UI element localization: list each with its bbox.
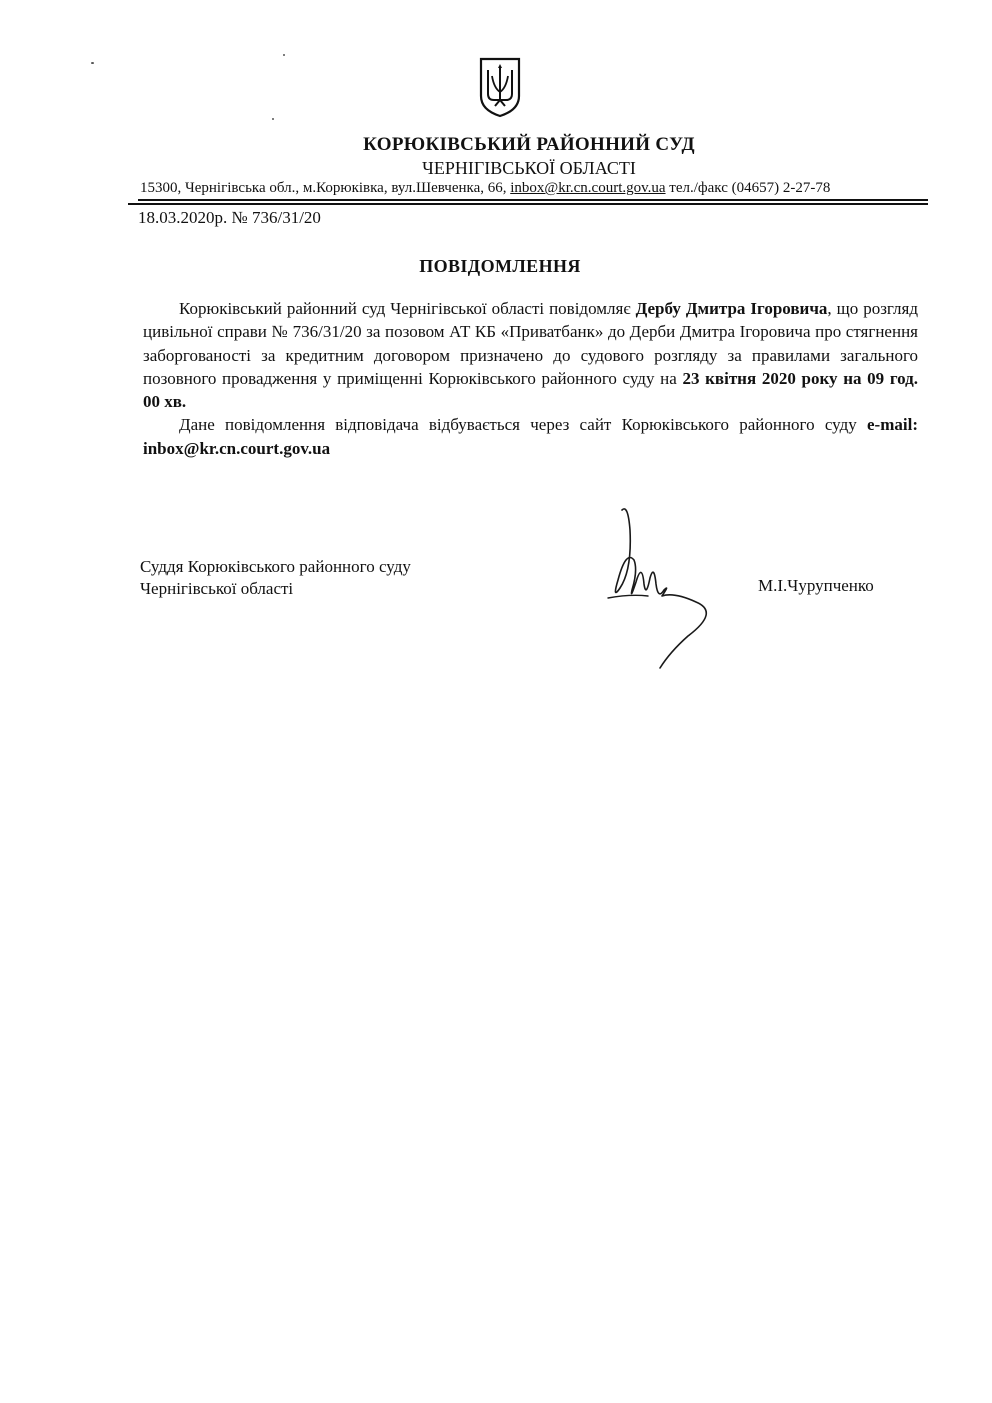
judge-position [140,556,411,600]
court-name: КОРЮКІВСЬКИЙ РАЙОННИЙ СУД [363,134,695,155]
header-divider-bottom [128,203,928,205]
notice-paragraph-1 [143,297,918,413]
defendant-name: Дербу Дмитра Ігоровича [635,299,828,318]
hearing-date: 23 квітня 2020 року на 09 год. 00 хв. [143,368,918,412]
phone-text: тел./факс (04657) 2-27-78 [665,180,831,196]
document-title: ПОВІДОМЛЕННЯ [419,256,581,276]
notice-paragraph-2 [143,413,918,460]
judge-name: М.І.Чурупченко [758,576,874,595]
paragraph-text: Дане повідомлення відповідача відбувається через сайт Корюківського районного суду [179,415,868,435]
document-reference: 18.03.2020р. № 736/31/20 [138,208,321,227]
paragraph-text: , що розгляд цивільної справи № 736/31/20 за позовом АТ КБ «Приватбанк» до Дерби Дмитра Ігоровича про стягнення заборгованості за кредитним договором призначено до судового розгляду за правилами загального позовного провадження у приміщенні Корюківського районного суду на [143,299,918,388]
handwritten-signature [600,500,730,670]
scan-speck [91,62,94,64]
judge-title-line: Суддя Корюківського районного суду [140,557,411,576]
notice-body [143,297,918,460]
court-email-link[interactable]: inbox@kr.cn.court.gov.ua [510,180,666,196]
judge-title-line: Чернігівської області [140,579,294,598]
contact-email: e-mail: inbox@kr.cn.court.gov.ua [143,415,918,458]
scan-speck [272,118,274,120]
paragraph-text: Корюківський районний суд Чернігівської області повідомляє [179,299,636,318]
scan-speck [283,54,285,56]
address-text: 15300, Чернігівська обл., м.Корюківка, вул.Шевченка, 66, [140,180,511,196]
header-divider [138,199,928,201]
court-address [140,180,928,197]
coat-of-arms-icon [478,56,522,118]
court-region: ЧЕРНІГІВСЬКОЇ ОБЛАСТІ [422,158,636,178]
